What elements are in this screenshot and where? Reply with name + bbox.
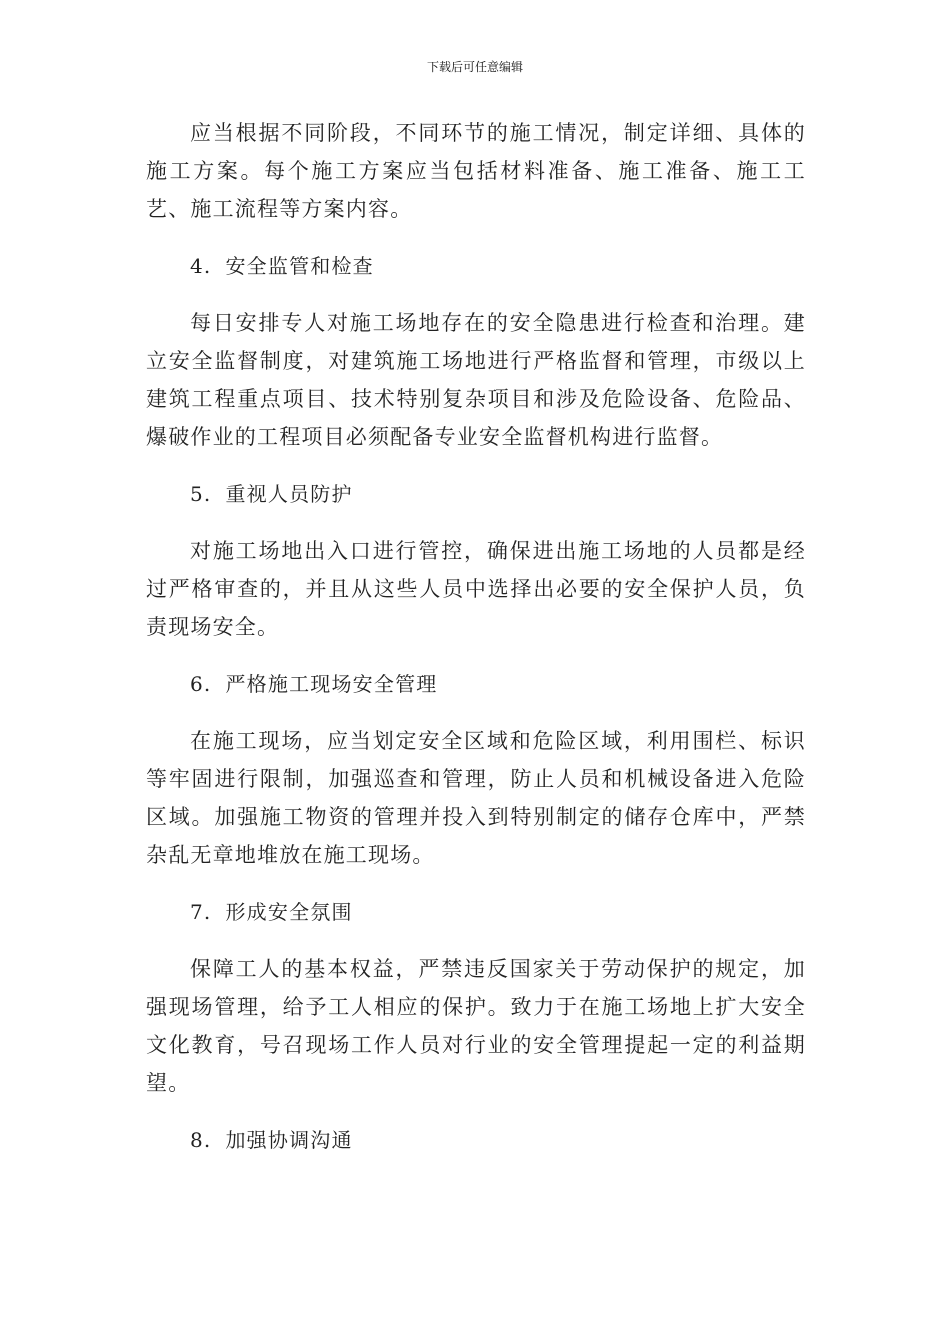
paragraph: 对施工场地出入口进行管控，确保进出施工场地的人员都是经过严格审查的，并且从这些人员中选择出必要的安全保护人员，负责现场安全。 [146,539,806,639]
section-heading [190,665,806,703]
section-heading [190,247,806,285]
paragraph: 在施工现场，应当划定安全区域和危险区域，利用围栏、标识等牢固进行限制，加强巡查和管理，防止人员和机械设备进入危险区域。加强施工物资的管理并投入到特别制定的储存仓库中，严禁杂乱无章地堆放在施工现场。 [146,729,806,867]
section-number: 8. [190,1128,212,1152]
paragraph: 每日安排专人对施工场地存在的安全隐患进行检查和治理。建立安全监督制度，对建筑施工场地进行严格监督和管理，市级以上建筑工程重点项目、技术特别复杂项目和涉及危险设备、危险品、爆破作业的工程项目必须配备专业安全监督机构进行监督。 [146,311,806,449]
section-title: 加强协调沟通 [225,1128,353,1152]
section-number: 4. [190,254,212,278]
section-number: 7. [190,900,212,924]
page-header: 下载后可任意编辑 [426,60,523,74]
paragraph: 应当根据不同阶段，不同环节的施工情况，制定详细、具体的施工方案。每个施工方案应当包括材料准备、施工准备、施工工艺、施工流程等方案内容。 [146,121,806,221]
section-heading [190,1121,806,1159]
section-title: 重视人员防护 [225,482,353,506]
section-number: 6. [190,672,212,696]
paragraph: 保障工人的基本权益，严禁违反国家关于劳动保护的规定，加强现场管理，给予工人相应的保护。致力于在施工场地上扩大安全文化教育，号召现场工作人员对行业的安全管理提起一定的利益期望。 [146,957,806,1095]
section-title: 安全监管和检查 [225,254,374,278]
section-number: 5. [190,482,212,506]
section-title: 形成安全氛围 [225,900,353,924]
document-body [146,114,806,1178]
section-heading [190,475,806,513]
section-heading [190,893,806,931]
section-title: 严格施工现场安全管理 [225,672,438,696]
